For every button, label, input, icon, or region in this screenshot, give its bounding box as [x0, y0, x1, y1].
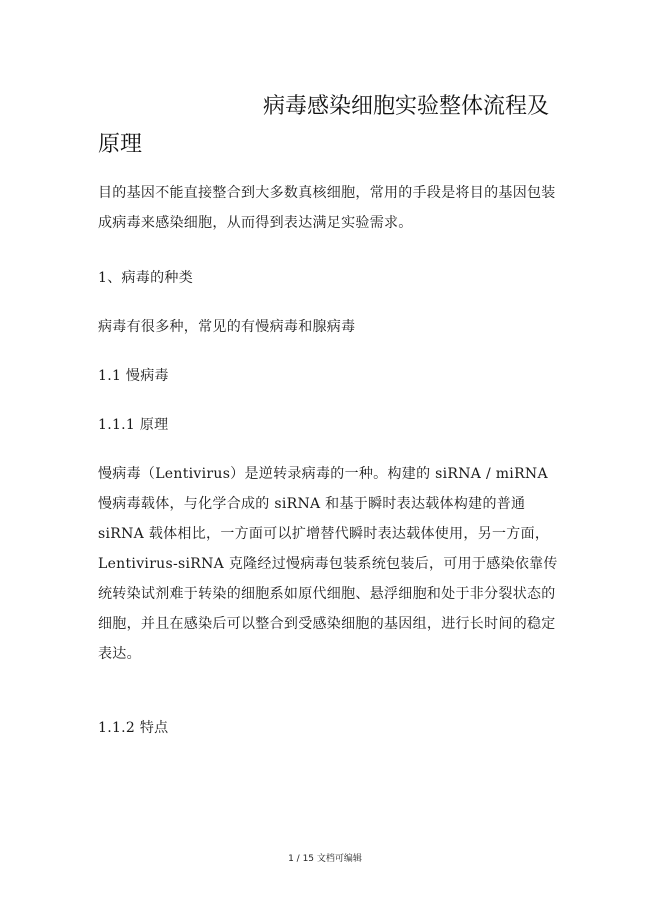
section-heading-1-1: 1.1 慢病毒	[98, 368, 169, 384]
section-1-paragraph: 病毒有很多种，常见的有慢病毒和腺病毒	[98, 319, 356, 335]
section-heading-1-1-2: 1.1.2 特点	[98, 720, 169, 736]
lentivirus-principle-paragraph: 慢病毒（Lentivirus）是逆转录病毒的一种。构建的 siRNA / miRNA 慢病毒载体，与化学合成的 siRNA 和基于瞬时表达载体构建的普通 siRNA 载体相比，一方面可以扩增替代瞬时表达载体使用，另一方面，Lentivirus-siRNA 克隆经过慢病毒包装系统包装后，可用于感染依靠传统转染试剂难于转染的细胞系如原代细胞、悬浮细胞和处于非分裂状态的细胞，并且在感染后可以整合到受感染细胞的基因组，进行长时间的稳定表达。	[98, 466, 558, 662]
section-heading-1: 1、病毒的种类	[98, 270, 194, 286]
document-title	[98, 88, 568, 164]
section-heading-1-1-1: 1.1.1 原理	[98, 417, 169, 433]
title-line-2: 原理	[98, 132, 143, 157]
title-line-1: 病毒感染细胞实验整体流程及	[263, 94, 550, 119]
intro-paragraph: 目的基因不能直接整合到大多数真核细胞，常用的手段是将目的基因包装成病毒来感染细胞，从而得到表达满足实验需求。	[98, 185, 556, 231]
page-footer: 1 / 15 文档可编辑	[288, 854, 362, 864]
